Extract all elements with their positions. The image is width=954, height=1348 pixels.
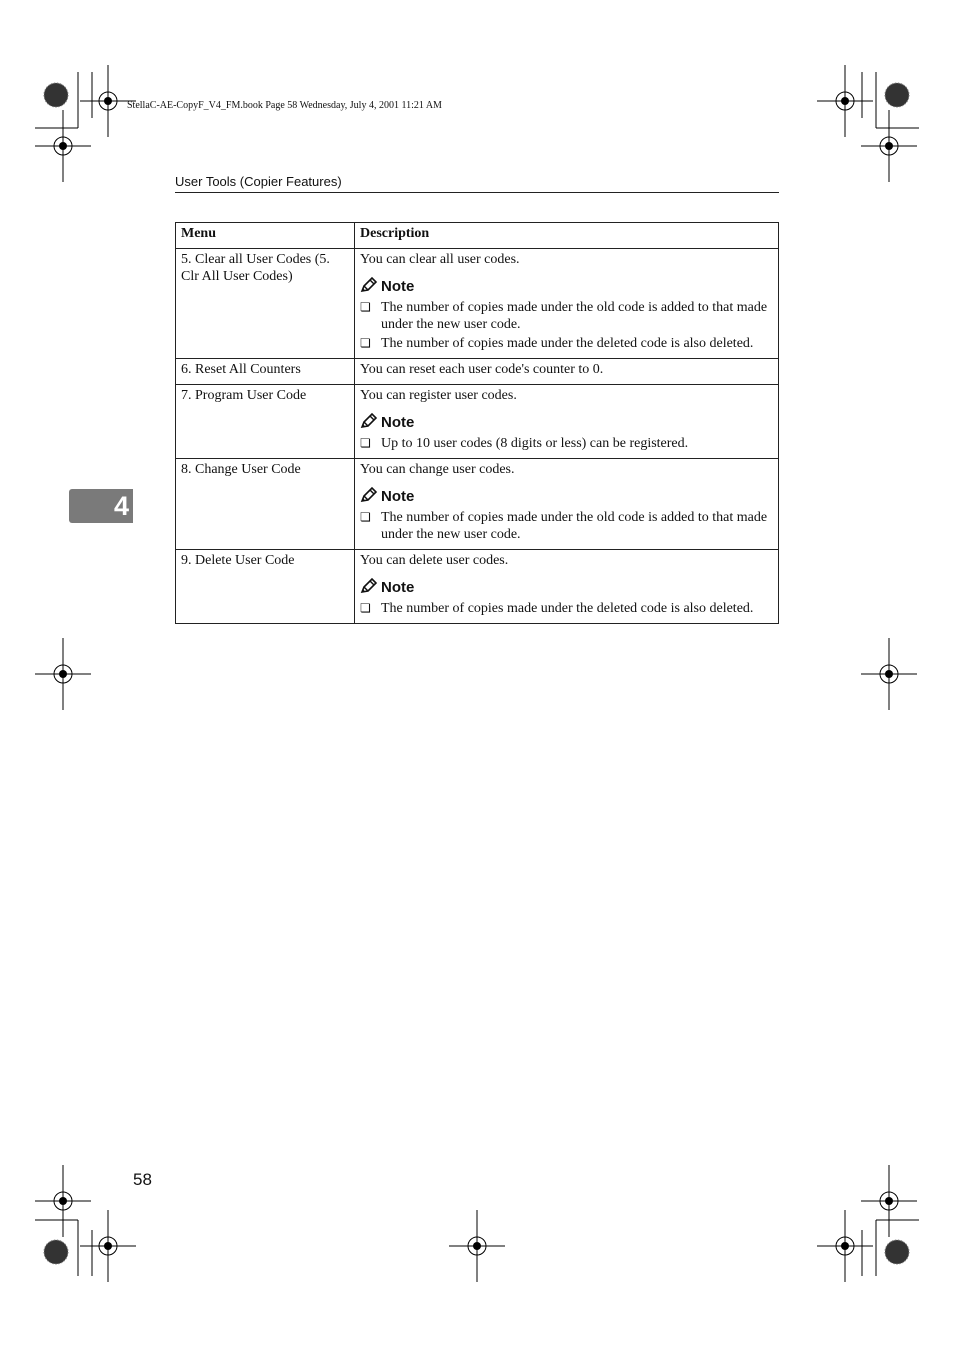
note-text: The number of copies made under the old code is added to that made under the new user code.	[381, 510, 768, 542]
checkbox-bullet-icon: ❏	[360, 601, 371, 615]
page-number: 58	[133, 1170, 152, 1189]
menu-cell: 5. Clear all User Codes (5. Clr All User Codes)	[176, 249, 355, 359]
description-text: You can register user codes.	[360, 388, 517, 403]
user-code-menu-table	[175, 222, 779, 624]
header-description: Description	[355, 223, 779, 249]
note-heading	[360, 486, 773, 507]
description-cell	[355, 550, 779, 624]
file-info: StellaC-AE-CopyF_V4_FM.book Page 58 Wednesday, July 4, 2001 11:21 AM	[127, 100, 442, 111]
header-rule	[175, 192, 779, 193]
note-label: Note	[381, 579, 415, 596]
menu-cell: 9. Delete User Code	[176, 550, 355, 624]
note-heading	[360, 577, 773, 598]
table-row	[176, 550, 779, 624]
checkbox-bullet-icon: ❏	[360, 436, 371, 450]
menu-cell: 6. Reset All Counters	[176, 359, 355, 385]
table-row	[176, 459, 779, 550]
checkbox-bullet-icon: ❏	[360, 300, 371, 314]
pencil-icon	[360, 412, 378, 433]
note-item	[360, 600, 773, 617]
note-label: Note	[381, 488, 415, 505]
pencil-icon	[360, 276, 378, 297]
note-text: Up to 10 user codes (8 digits or less) can be registered.	[381, 436, 689, 451]
checkbox-bullet-icon: ❏	[360, 336, 371, 350]
description-cell	[355, 249, 779, 359]
description-cell	[355, 359, 779, 385]
description-cell	[355, 385, 779, 459]
note-heading	[360, 276, 773, 297]
menu-cell: 7. Program User Code	[176, 385, 355, 459]
description-text: You can reset each user code's counter to 0.	[360, 362, 604, 377]
note-item	[360, 299, 773, 333]
chapter-tab: 4	[69, 489, 133, 523]
note-label: Note	[381, 278, 415, 295]
table-row	[176, 385, 779, 459]
note-text: The number of copies made under the deleted code is also deleted.	[381, 601, 754, 616]
note-heading	[360, 412, 773, 433]
description-text: You can change user codes.	[360, 462, 515, 477]
menu-cell: 8. Change User Code	[176, 459, 355, 550]
note-text: The number of copies made under the old code is added to that made under the new user code.	[381, 300, 768, 332]
note-item	[360, 509, 773, 543]
description-text: You can delete user codes.	[360, 553, 509, 568]
pencil-icon	[360, 577, 378, 598]
note-item	[360, 335, 773, 352]
note-item	[360, 435, 773, 452]
table-row	[176, 359, 779, 385]
note-text: The number of copies made under the deleted code is also deleted.	[381, 336, 754, 351]
header-menu: Menu	[176, 223, 355, 249]
table-row	[176, 249, 779, 359]
page-header-title: User Tools (Copier Features)	[175, 174, 342, 189]
pencil-icon	[360, 486, 378, 507]
checkbox-bullet-icon: ❏	[360, 510, 371, 524]
table-header-row	[176, 223, 779, 249]
description-cell	[355, 459, 779, 550]
note-label: Note	[381, 414, 415, 431]
description-text: You can clear all user codes.	[360, 252, 520, 267]
